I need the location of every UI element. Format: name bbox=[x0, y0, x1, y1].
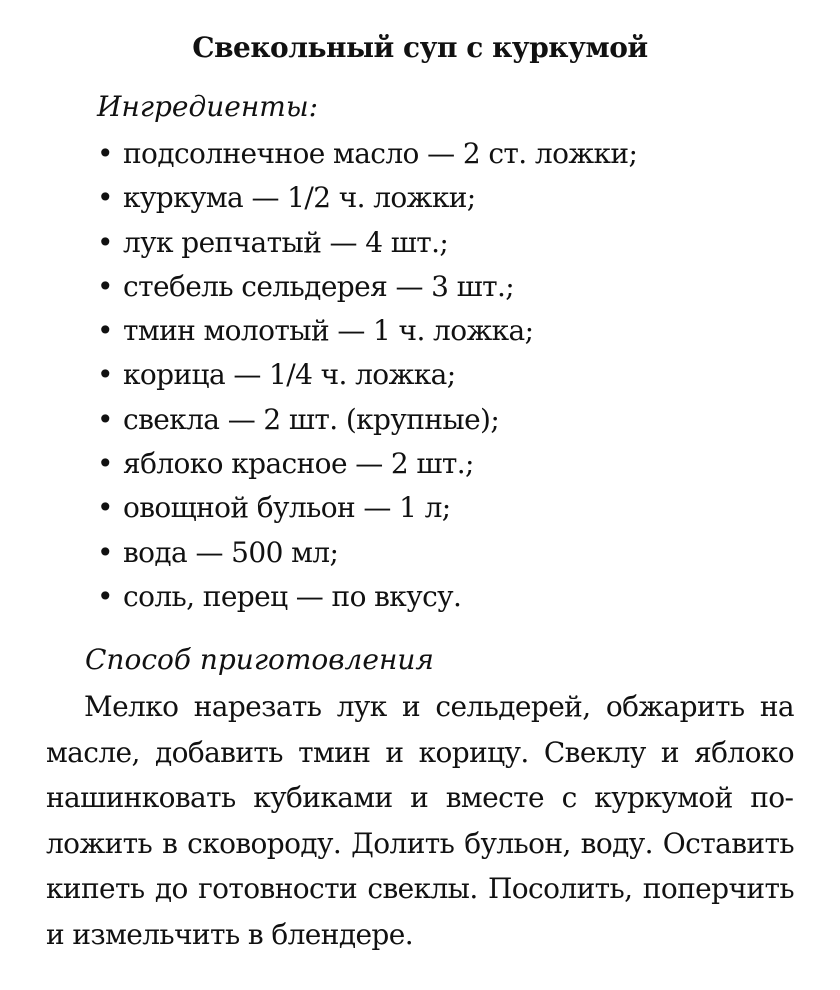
ingredient-item bbox=[97, 531, 637, 575]
bullet-icon: • bbox=[97, 314, 113, 348]
bullet-icon: • bbox=[97, 137, 113, 170]
bullet-icon: • bbox=[97, 225, 113, 259]
ingredient-text: куркума — 1/2 ч. ложки; bbox=[123, 181, 476, 215]
bullet-icon: • bbox=[97, 269, 113, 303]
bullet-icon: • bbox=[97, 491, 113, 525]
ingredient-item bbox=[97, 132, 637, 176]
ingredient-item bbox=[97, 575, 637, 619]
ingredient-item bbox=[97, 176, 637, 220]
method-paragraph: Мелко нарезать лук и сельдерей, обжарить на масле, добавить тмин и корицу. Свеклу и яблоко нашинковать кубиками и вместе с куркумой положить в сковороду. Долить бульон, воду. Оставить кипеть до готовности свеклы. Посолить, поперчить и измельчить в блендере. bbox=[46, 690, 794, 951]
ingredient-text: подсолнечное масло — 2 ст. ложки; bbox=[123, 137, 638, 170]
bullet-icon: • bbox=[97, 181, 113, 215]
ingredient-item bbox=[97, 309, 637, 353]
bullet-icon: • bbox=[97, 402, 113, 436]
ingredient-item bbox=[97, 442, 637, 486]
ingredient-text: корица — 1/4 ч. ложка; bbox=[123, 358, 456, 392]
ingredient-text: вода — 500 мл; bbox=[123, 535, 339, 569]
ingredient-item bbox=[97, 486, 637, 530]
ingredient-item bbox=[97, 398, 637, 442]
bullet-icon: • bbox=[97, 447, 113, 481]
ingredients-heading: Ингредиенты: bbox=[97, 90, 319, 123]
ingredient-text: овощной бульон — 1 л; bbox=[123, 491, 451, 525]
method-heading: Способ приготовления bbox=[85, 643, 434, 676]
bullet-icon: • bbox=[97, 579, 113, 613]
ingredient-item bbox=[97, 265, 637, 309]
ingredient-text: лук репчатый — 4 шт.; bbox=[123, 225, 449, 259]
ingredient-text: свекла — 2 шт. (крупные); bbox=[123, 402, 500, 436]
ingredient-text: тмин молотый — 1 ч. ложка; bbox=[123, 314, 534, 348]
ingredient-item bbox=[97, 353, 637, 397]
bullet-icon: • bbox=[97, 535, 113, 569]
ingredient-text: соль, перец — по вкусу. bbox=[123, 579, 462, 613]
ingredients-list bbox=[97, 132, 637, 619]
ingredient-item bbox=[97, 221, 637, 265]
bullet-icon: • bbox=[97, 358, 113, 392]
ingredient-text: стебель сельдерея — 3 шт.; bbox=[123, 269, 515, 303]
recipe-title: Свекольный суп с куркумой bbox=[192, 31, 648, 64]
ingredient-text: яблоко красное — 2 шт.; bbox=[123, 447, 474, 481]
